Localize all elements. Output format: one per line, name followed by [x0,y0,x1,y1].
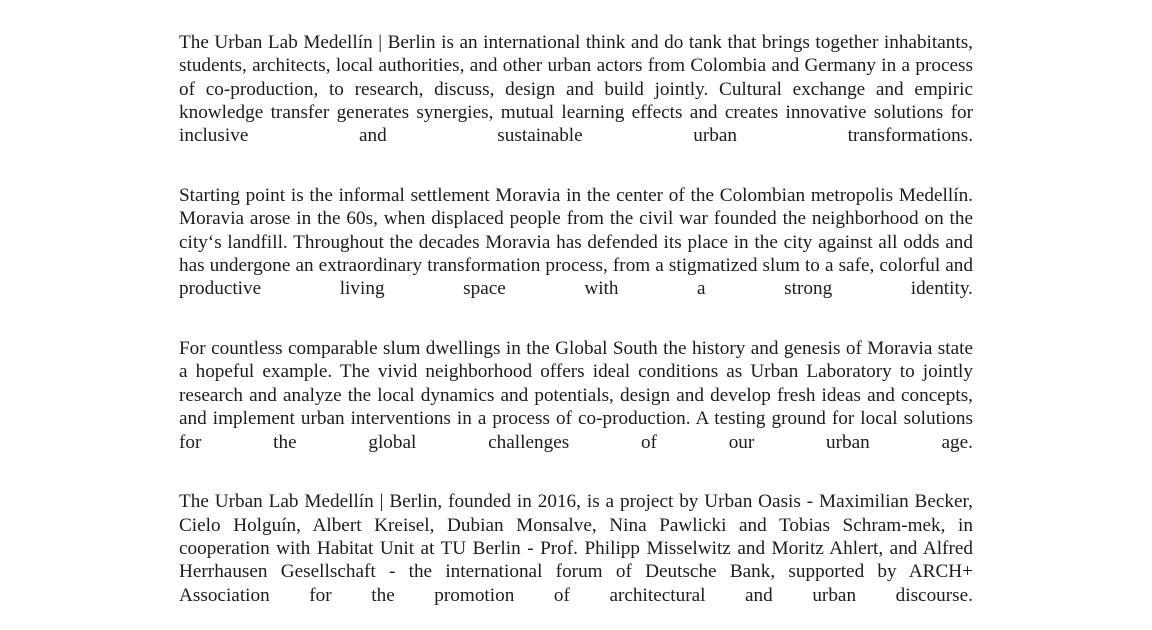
text-column [179,31,973,630]
paragraph-about-moravia: Starting point is the informal settlement Moravia in the center of the Colombian metropolis Medellín. Moravia arose in the 60s, when displaced people from the civil war founded the neighborhood on the city‘s landfill. Throughout the decades Moravia has defended its place in the city against all odds and has undergone an extraordinary transformation process, from a stigmatized slum to a safe, colorful and productive living space with a strong identity. [179,185,973,300]
paragraph-about-global-south: For countless comparable slum dwellings in the Global South the history and genesis of Moravia state a hopeful example. The vivid neighborhood offers ideal conditions as Urban Laboratory to jointly research and analyze the local dynamics and potentials, design and develop fresh ideas and concepts, and implement urban interventions in a process of co-production. A testing ground for local solutions for the global challenges of our urban age. [179,338,973,453]
paragraph-about-mission: The Urban Lab Medellín | Berlin is an international think and do tank that brings together inhabitants, students, architects, local authorities, and other urban actors from Colombia and Germany in a process of co-production, to research, discuss, design and build jointly. Cultural exchange and empiric knowledge transfer generates synergies, mutual learning effects and creates innovative solutions for inclusive and sustainable urban transformations. [179,32,973,147]
paragraph-about-credits: The Urban Lab Medellín | Berlin, founded in 2016, is a project by Urban Oasis - Maximilian Becker, Cielo Holguín, Albert Kreisel, Dubian Monsalve, Nina Pawlicki and Tobias Schram-mek, in cooperation with Habitat Unit at TU Berlin - Prof. Philipp Misselwitz and Moritz Ahlert, and Alfred Herrhausen Gesellschaft - the international forum of Deutsche Bank, supported by ARCH+ Association for the promotion of architectural and urban discourse. [179,491,973,606]
